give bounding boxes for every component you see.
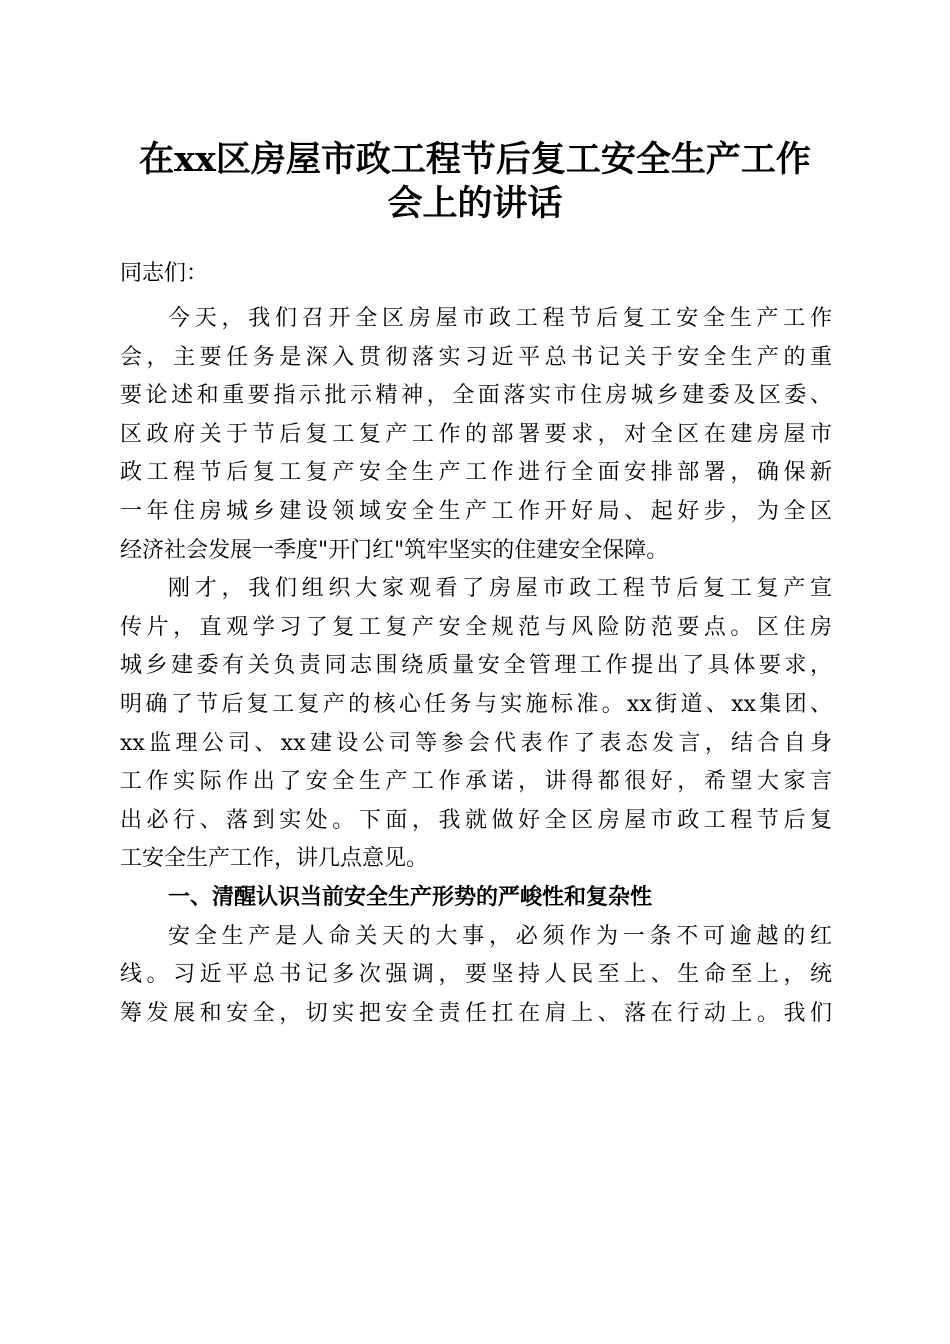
paragraph-line: 一年住房城乡建设领域安全生产工作开好局、起好步，为全区 [120, 498, 832, 524]
paragraph-line: 筹发展和安全，切实把安全责任扛在肩上、落在行动上。我们 [120, 1000, 832, 1026]
paragraph-line: 经济社会发展一季度"开门红"筑牢坚实的住建安全保障。 [120, 537, 669, 563]
section-heading-1: 一、清醒认识当前安全生产形势的严峻性和复杂性 [168, 884, 653, 910]
paragraph-1 [120, 300, 832, 570]
paragraph-line: 政工程节后复工复产安全生产工作进行全面安排部署，确保新 [120, 460, 832, 486]
paragraph-line: xx监理公司、xx建设公司等参会代表作了表态发言，结合自身 [120, 730, 832, 756]
paragraph-line: 会，主要任务是深入贯彻落实习近平总书记关于安全生产的重 [120, 344, 832, 370]
document-title [0, 138, 950, 226]
paragraph-line: 明确了节后复工复产的核心任务与实施标准。xx街道、xx集团、 [120, 691, 832, 717]
paragraph-line: 出必行、落到实处。下面，我就做好全区房屋市政工程节后复 [120, 807, 832, 833]
paragraph-line: 刚才，我们组织大家观看了房屋市政工程节后复工复产宣 [168, 576, 832, 602]
paragraph-line: 传片，直观学习了复工复产安全规范与风险防范要点。区住房 [120, 614, 832, 640]
paragraph-line: 工安全生产工作，讲几点意见。 [120, 846, 429, 872]
paragraph-line: 今天，我们召开全区房屋市政工程节后复工安全生产工作 [168, 306, 832, 331]
paragraph-line: 工作实际作出了安全生产工作承诺，讲得都很好，希望大家言 [120, 769, 832, 795]
title-line-2: 会上的讲话 [387, 183, 563, 224]
salutation: 同志们： [120, 261, 209, 286]
paragraph-line: 区政府关于节后复工复产工作的部署要求，对全区在建房屋市 [120, 421, 832, 447]
speech-body [120, 248, 832, 1033]
paragraph-line: 安全生产是人命关天的大事，必须作为一条不可逾越的红 [168, 923, 832, 949]
paragraph-line: 线。习近平总书记多次强调，要坚持人民至上、生命至上，统 [120, 962, 832, 988]
paragraph-line: 城乡建委有关负责同志围绕质量安全管理工作提出了具体要求， [120, 653, 832, 679]
paragraph-3 [120, 918, 832, 1034]
paragraph-2 [120, 570, 832, 879]
paragraph-line: 要论述和重要指示批示精神，全面落实市住房城乡建委及区委、 [120, 383, 832, 409]
title-line-1: 在xx区房屋市政工程节后复工安全生产工作 [139, 139, 811, 180]
